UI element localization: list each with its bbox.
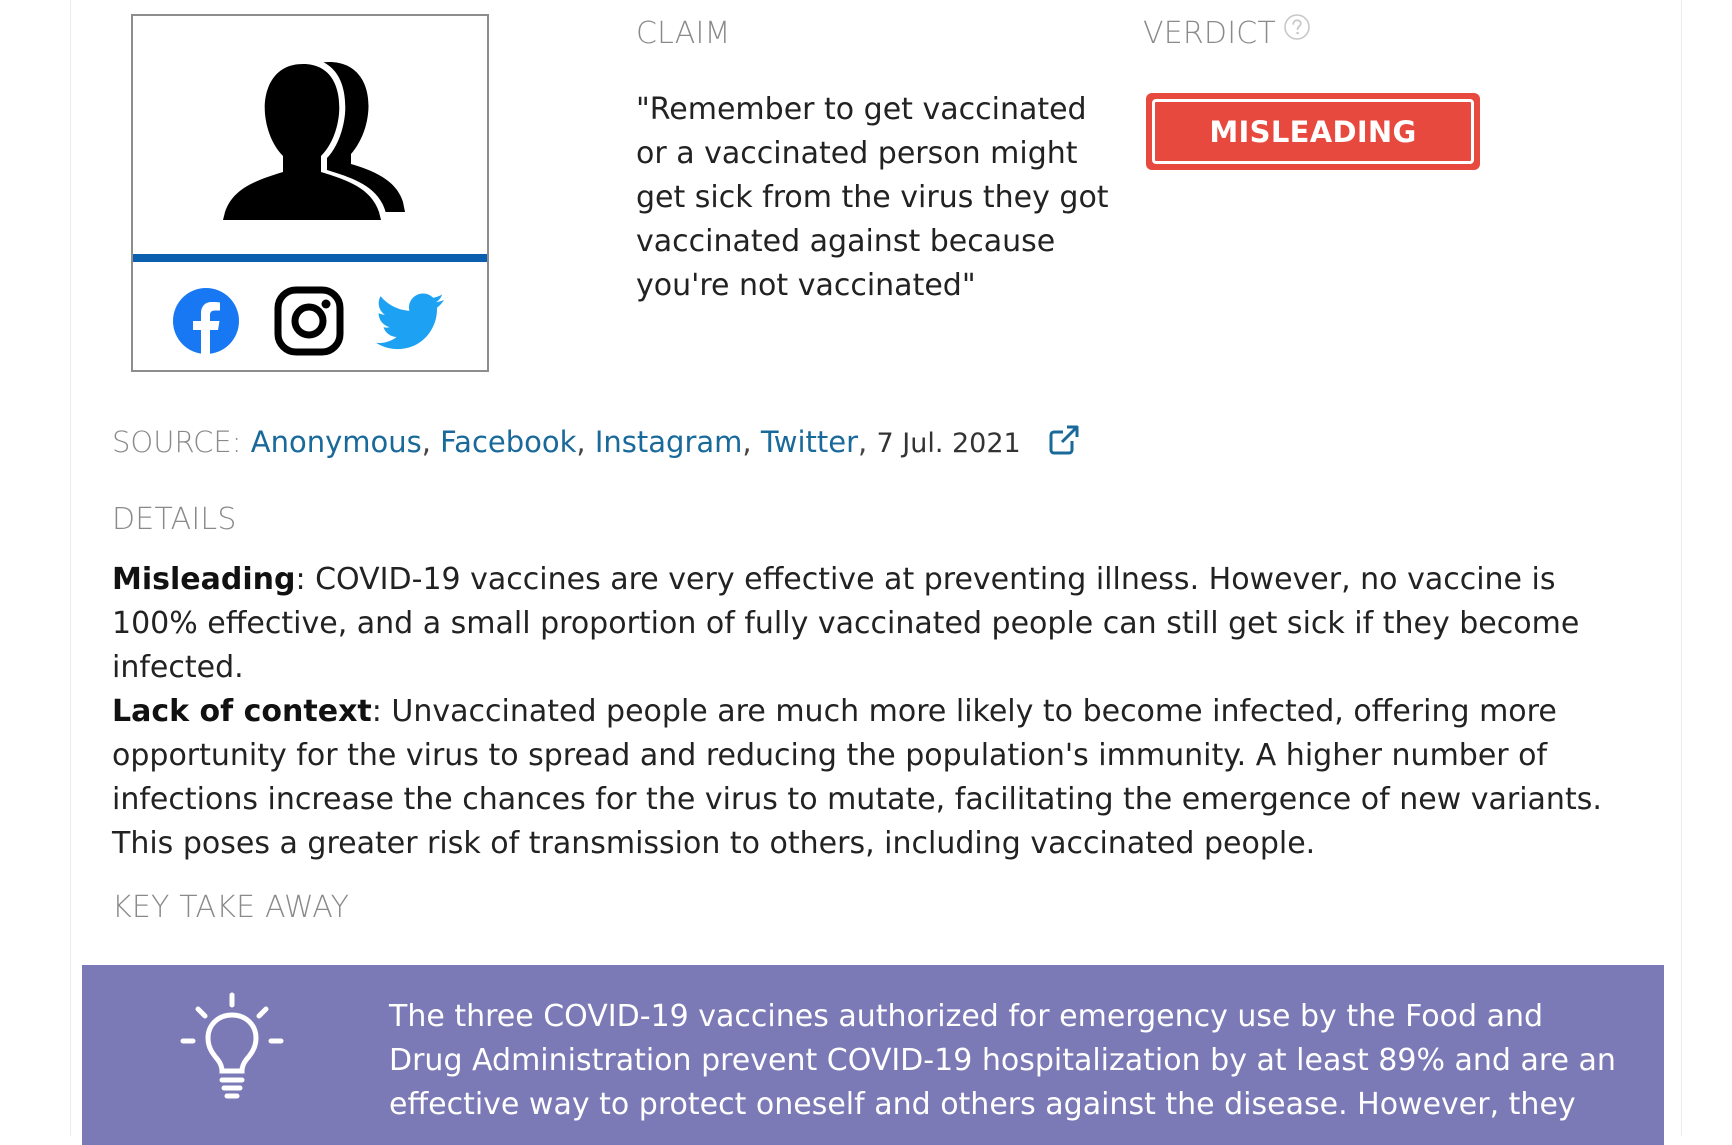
key-takeaway-heading: KEY TAKE AWAY (112, 890, 350, 925)
twitter-icon[interactable] (376, 286, 446, 356)
facebook-icon[interactable] (171, 286, 241, 356)
details-term-misleading: Misleading (112, 562, 296, 597)
source-line (112, 424, 1080, 459)
verdict-badge (1146, 93, 1480, 170)
source-separator: , (858, 425, 868, 459)
verdict-heading: VERDICT (1143, 16, 1276, 51)
source-link-anonymous[interactable]: Anonymous (250, 425, 422, 459)
source-link-instagram[interactable]: Instagram (594, 425, 743, 459)
claim-source-box (131, 14, 489, 372)
details-body-misleading: : COVID-19 vaccines are very effective at preventing illness. However, no vaccine is 100% effective, and a small proportion of fully vaccinated people can still get sick if they become infected. (112, 562, 1580, 685)
lightbulb-icon (177, 991, 287, 1101)
claim-text: "Remember to get vaccinated or a vaccinated person might get sick from the virus they got vaccinated against because you're not vaccinated" (636, 92, 1109, 303)
verdict-badge-label: MISLEADING (1152, 99, 1474, 164)
details-text (112, 558, 1632, 866)
source-label: SOURCE: (112, 425, 242, 459)
source-link-facebook[interactable]: Facebook (440, 425, 577, 459)
source-separator: , (421, 425, 431, 459)
source-date: 7 Jul. 2021 (876, 428, 1021, 459)
claim-heading: CLAIM (636, 16, 731, 51)
key-takeaway-text: The three COVID-19 vaccines authorized for emergency use by the Food and Drug Administration prevent COVID-19 hospitalization by at least 89% and are an effective way to protect oneself and others against the disease. However, they (389, 999, 1616, 1122)
details-term-lack-of-context: Lack of context (112, 694, 372, 729)
instagram-icon[interactable] (274, 286, 344, 356)
source-separator: , (576, 425, 586, 459)
details-body-lack-of-context: : Unvaccinated people are much more likely to become infected, offering more opportunity for the virus to spread and reducing the population's immunity. A higher number of infections increase the chances for the virus to mutate, facilitating the emergence of new variants. This poses a greater risk of transmission to others, including vaccinated people. (112, 694, 1602, 861)
external-link-icon[interactable] (1048, 424, 1080, 456)
people-icon (211, 54, 411, 224)
source-separator: , (742, 425, 752, 459)
key-takeaway-box (82, 965, 1664, 1145)
source-link-twitter[interactable]: Twitter (760, 425, 859, 459)
details-heading: DETAILS (112, 502, 237, 537)
question-circle-icon[interactable] (1283, 13, 1311, 41)
source-box-divider (133, 254, 487, 262)
